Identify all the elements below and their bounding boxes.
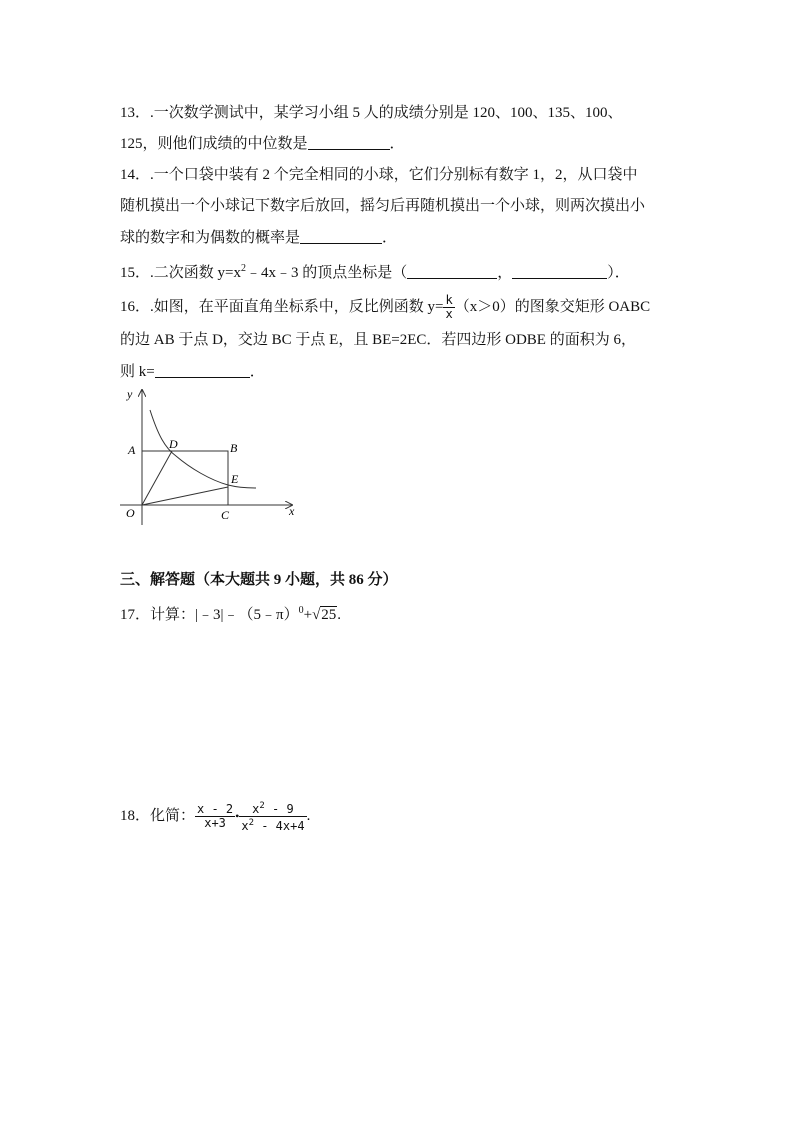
q13-line1: 13．.一次数学测试中，某学习小组 5 人的成绩分别是 120、100、135、100、 xyxy=(120,105,623,121)
q15-sup: 2 xyxy=(240,263,246,274)
q17-radicand: 25 xyxy=(321,607,337,623)
q15-post: ）． xyxy=(607,265,630,281)
q17-post: . xyxy=(337,607,342,623)
coordinate-figure xyxy=(110,380,310,530)
q17-plus: + xyxy=(303,607,313,623)
q13-text: 125，则他们成绩的中位数是 xyxy=(120,136,308,152)
q15-answer-blank-y[interactable] xyxy=(512,264,607,279)
label-e: E xyxy=(231,472,239,486)
q18-frac1-den: x+3 xyxy=(204,816,226,830)
label-a: A xyxy=(128,443,136,457)
q16-end: ． xyxy=(249,364,265,380)
section-title: 三、解答题（本大题共 9 小题，共 86 分） xyxy=(120,572,398,588)
q18-dot: • xyxy=(235,808,240,823)
q15-line xyxy=(120,259,630,283)
label-y: y xyxy=(127,387,133,401)
sqrt-symbol-icon: √ xyxy=(312,607,321,623)
q13-end: ． xyxy=(389,136,405,152)
q18-frac2-den xyxy=(239,817,306,833)
q15-pre: 15．.二次函数 y=x xyxy=(120,265,241,281)
label-x: x xyxy=(289,504,295,518)
q18-frac2-num-base: x xyxy=(252,802,260,816)
hyperbola-curve xyxy=(150,410,256,488)
label-d: D xyxy=(169,437,178,451)
q16-frac-num: k xyxy=(445,293,453,307)
label-b: B xyxy=(230,441,238,455)
q14-line3 xyxy=(120,228,397,248)
q17-line xyxy=(120,601,341,625)
q15-answer-blank-x[interactable] xyxy=(407,264,497,279)
segment-oe xyxy=(142,487,228,505)
q18-frac2-num-sup: 2 xyxy=(259,801,265,811)
label-c: C xyxy=(221,508,230,522)
q18-pre: 18．化简： xyxy=(120,807,196,824)
q16-line3 xyxy=(120,362,265,382)
q13-line2 xyxy=(120,134,405,154)
q18-fraction-1 xyxy=(195,803,235,830)
q14-end: ． xyxy=(382,230,398,246)
q16-fraction xyxy=(443,294,454,321)
q17-pre: 17．计算：|﹣3|﹣（5﹣π） xyxy=(120,607,299,623)
q16-answer-blank[interactable] xyxy=(155,363,250,378)
q16-line1 xyxy=(120,294,650,321)
q15-mid: ﹣4x﹣3 的顶点坐标是（ xyxy=(245,265,408,281)
q14-text: 球的数字和为偶数的概率是 xyxy=(120,230,301,246)
rectangle-oabc xyxy=(142,451,228,505)
q18-frac2-den-base: x xyxy=(241,819,249,833)
q18-post: . xyxy=(306,807,311,824)
q14-line1: 14．.一个口袋中装有 2 个完全相同的小球，它们分别标有数字 1，2，从口袋中 xyxy=(120,167,638,183)
q16-post: （x＞0）的图象交矩形 OABC xyxy=(454,298,651,315)
q15-comma: ， xyxy=(497,265,513,281)
q18-frac2-num xyxy=(239,800,306,817)
label-o: O xyxy=(126,506,135,520)
q16-text: 则 k= xyxy=(120,364,155,380)
q18-frac2-den-sup: 2 xyxy=(248,818,254,828)
q14-line2: 随机摸出一个小球记下数字后放回，摇匀后再随机摸出一个小球，则两次摸出小 xyxy=(120,198,646,214)
q13-answer-blank[interactable] xyxy=(308,135,390,150)
q16-pre: 16．.如图，在平面直角坐标系中，反比例函数 y= xyxy=(120,298,444,315)
q18-fraction-2 xyxy=(239,800,306,833)
q17-sup: 0 xyxy=(298,605,304,616)
q18-line xyxy=(120,800,310,833)
q16-line2: 的边 AB 于点 D，交边 BC 于点 E，且 BE=2EC．若四边形 ODBE 的面积为 6， xyxy=(120,332,636,348)
segment-od xyxy=(142,451,172,505)
q18-frac2-num-rest: - 9 xyxy=(264,802,294,816)
q17-sqrt xyxy=(312,605,337,625)
q18-frac1-num: x - 2 xyxy=(197,802,234,816)
q18-frac2-den-rest: - 4x+4 xyxy=(254,819,305,833)
q14-answer-blank[interactable] xyxy=(300,229,382,244)
q16-frac-den: x xyxy=(445,307,453,321)
